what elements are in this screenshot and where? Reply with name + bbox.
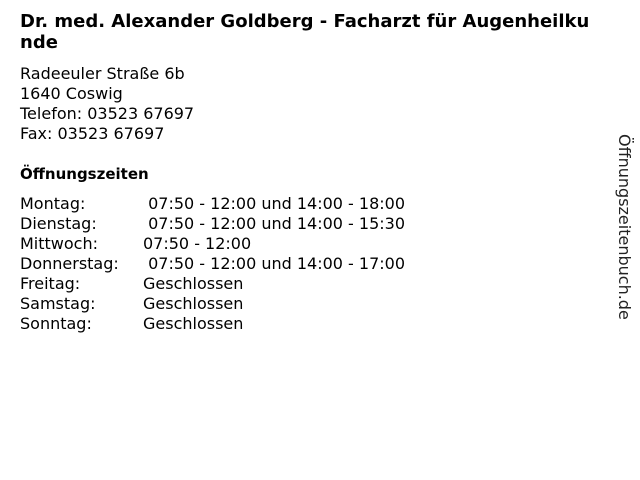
time-value: Geschlossen [143, 294, 244, 313]
hours-row-sunday [20, 314, 405, 334]
address-block [20, 64, 194, 144]
day-label: Mittwoch: [20, 234, 98, 253]
time-value: 07:50 - 12:00 und 14:00 - 15:30 [143, 214, 406, 233]
day-label: Donnerstag: [20, 254, 119, 273]
opening-hours-heading: Öffnungszeiten [20, 165, 149, 183]
hours-row-wednesday [20, 234, 405, 254]
time-value: 07:50 - 12:00 [143, 234, 252, 253]
time-value: Geschlossen [143, 314, 244, 333]
phone-number: Telefon: 03523 67697 [20, 104, 195, 123]
hours-row-tuesday [20, 214, 405, 234]
hours-row-monday [20, 194, 405, 214]
day-label: Montag: [20, 194, 86, 213]
business-name: Dr. med. Alexander Goldberg - Facharzt für Augenheilkunde [20, 11, 590, 53]
day-label: Freitag: [20, 274, 81, 293]
time-value: Geschlossen [143, 274, 244, 293]
opening-hours-table [20, 194, 405, 334]
street-address: Radeeuler Straße 6b [20, 64, 185, 83]
site-watermark: Öffnungszeitenbuch.de [615, 134, 634, 320]
time-value: 07:50 - 12:00 und 14:00 - 18:00 [143, 194, 406, 213]
hours-row-saturday [20, 294, 405, 314]
fax-number: Fax: 03523 67697 [20, 124, 165, 143]
hours-row-friday [20, 274, 405, 294]
day-label: Samstag: [20, 294, 96, 313]
day-label: Dienstag: [20, 214, 97, 233]
city-postal: 1640 Coswig [20, 84, 123, 103]
hours-row-thursday [20, 254, 405, 274]
day-label: Sonntag: [20, 314, 92, 333]
time-value: 07:50 - 12:00 und 14:00 - 17:00 [143, 254, 406, 273]
